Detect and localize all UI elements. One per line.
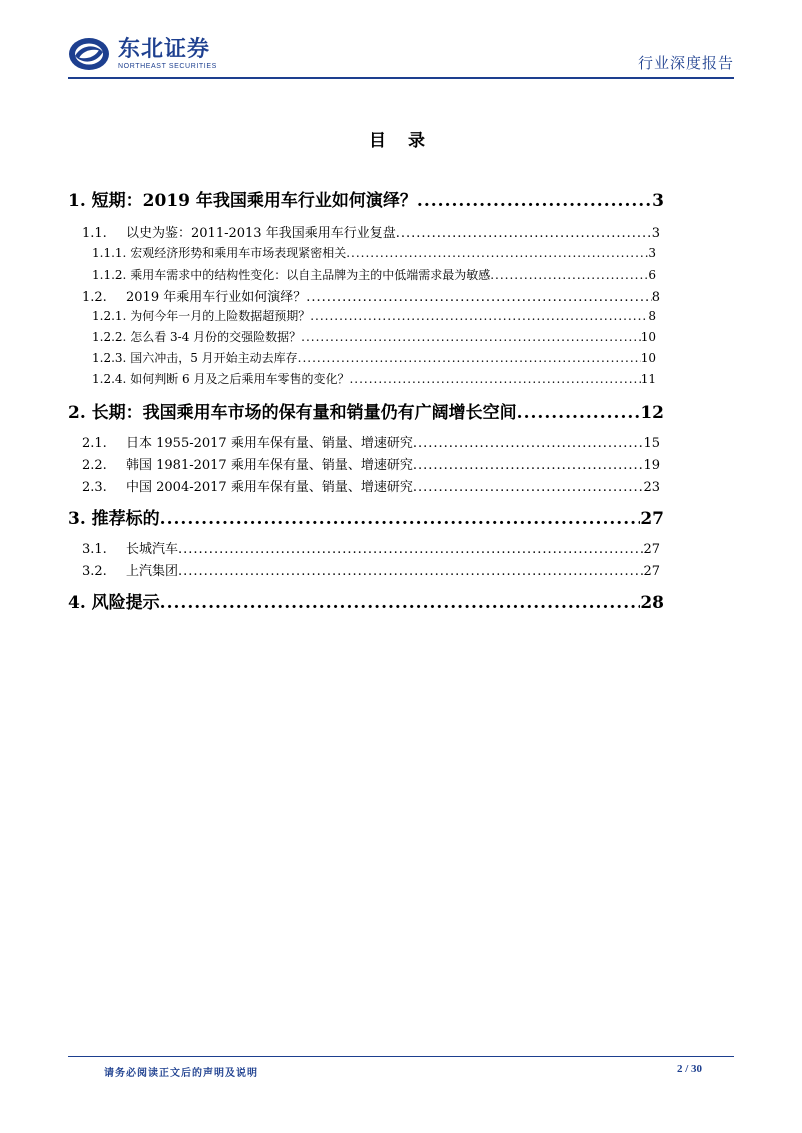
toc-entry-number: 1.1. [82,226,107,241]
toc-entry-3-2[interactable] [82,560,660,579]
toc-entry-page: 23 [643,480,660,495]
toc-entry-2-3[interactable] [82,476,660,495]
toc-entry-page: 12 [640,403,664,423]
toc-entry-title: 为何今年一月的上险数据超预期？ [130,309,311,323]
toc-entry-number: 1.2.3. [92,351,127,365]
toc-entry-number: 1.2.2. [92,330,127,344]
toc-entry-page: 6 [648,268,656,282]
toc-leader-dots [160,509,641,529]
toc-entry-number: 3. [68,509,86,529]
toc-entry-page: 27 [643,542,660,557]
toc-entry-title: 韩国 1981-2017 乘用车保有量、销量、增速研究 [126,458,413,473]
toc-entry-number: 3.1. [82,542,107,557]
toc-leader-dots [396,226,652,241]
toc-entry-page: 3 [652,191,664,211]
northeast-securities-logo-icon [68,36,112,72]
toc-entry-title: 长城汽车 [126,542,179,557]
toc-leader-dots [301,330,641,344]
toc-entry-number: 1.1.2. [92,268,127,282]
toc-entry-page: 8 [651,290,660,305]
toc-entry-2-2[interactable] [82,454,660,473]
toc-entry-1-2-2[interactable] [92,328,656,345]
toc-entry-1[interactable] [68,186,664,211]
toc-entry-page: 27 [643,564,660,579]
toc-entry-page: 10 [640,330,656,344]
toc-entry-2[interactable] [68,398,664,423]
toc-entry-title: 乘用车需求中的结构性变化：以自主品牌为主的中低端需求最为敏感 [130,268,491,282]
toc-entry-4[interactable] [68,588,664,613]
footer-disclaimer: 请务必阅读正文后的声明及说明 [104,1068,258,1079]
page-header [68,34,734,78]
toc-leader-dots [178,564,643,579]
toc-entry-page: 3 [651,226,660,241]
toc-leader-dots [346,246,648,260]
logo-chinese-name: 东北证券 [118,36,211,62]
company-logo [68,36,217,72]
toc-leader-dots [178,542,643,557]
toc-leader-dots [349,372,640,386]
toc-entry-title: 短期：2019 年我国乘用车行业如何演绎？ [91,191,417,211]
report-type-label: 行业深度报告 [637,54,734,72]
toc-entry-number: 4. [68,593,86,613]
toc-entry-page: 3 [648,246,656,260]
toc-entry-page: 8 [648,309,656,323]
toc-entry-title: 以史为鉴：2011-2013 年我国乘用车行业复盘 [126,226,396,241]
toc-entry-title: 2019 年乘用车行业如何演绎？ [126,290,307,305]
toc-entry-1-2[interactable] [82,286,660,305]
toc-entry-page: 10 [640,351,656,365]
toc-entry-title: 上汽集团 [126,564,179,579]
toc-leader-dots [160,593,641,613]
toc-entry-page: 28 [640,593,664,613]
toc-entry-title: 中国 2004-2017 乘用车保有量、销量、增速研究 [126,480,413,495]
toc-entry-1-2-3[interactable] [92,349,656,366]
toc-entry-number: 2.1. [82,436,107,451]
logo-english-name: NORTHEAST SECURITIES [118,62,217,70]
toc-entry-1-1-2[interactable] [92,266,656,283]
toc-entry-3-1[interactable] [82,538,660,557]
toc-leader-dots [517,403,641,423]
toc-entry-title: 长期：我国乘用车市场的保有量和销量仍有广阔增长空间 [91,403,517,423]
footer-divider [68,1056,734,1057]
toc-leader-dots [490,268,648,282]
toc-entry-number: 1.2. [82,290,107,305]
toc-leader-dots [417,191,652,211]
toc-entry-page: 15 [643,436,660,451]
toc-entry-number: 2.2. [82,458,107,473]
toc-entry-1-1[interactable] [82,222,660,241]
toc-entry-title: 宏观经济形势和乘用车市场表现紧密相关 [130,246,347,260]
toc-leader-dots [413,480,644,495]
toc-entry-1-1-1[interactable] [92,244,656,261]
toc-entry-number: 1.2.4. [92,372,127,386]
toc-entry-title: 如何判断 6 月及之后乘用车零售的变化？ [130,372,350,386]
page-number: 2 / 30 [676,1063,702,1075]
toc-entry-number: 2.3. [82,480,107,495]
toc-leader-dots [413,458,644,473]
toc-entry-2-1[interactable] [82,432,660,451]
toc-entry-number: 1.1.1. [92,246,127,260]
toc-entry-number: 2. [68,403,86,423]
toc-entry-page: 11 [640,372,656,386]
toc-entry-1-2-4[interactable] [92,370,656,387]
toc-entry-title: 风险提示 [91,593,160,613]
toc-entry-number: 1. [68,191,86,211]
header-divider [68,77,734,79]
toc-entry-3[interactable] [68,504,664,529]
toc-entry-title: 日本 1955-2017 乘用车保有量、销量、增速研究 [126,436,413,451]
toc-entry-title: 怎么看 3-4 月份的交强险数据？ [130,330,302,344]
toc-entry-page: 19 [643,458,660,473]
toc-entry-page: 27 [640,509,664,529]
toc-leader-dots [310,309,648,323]
toc-leader-dots [298,351,641,365]
toc-entry-1-2-1[interactable] [92,307,656,324]
toc-title: 目 录 [369,131,433,151]
toc-entry-title: 推荐标的 [91,509,160,529]
toc-entry-number: 1.2.1. [92,309,127,323]
toc-entry-number: 3.2. [82,564,107,579]
toc-leader-dots [306,290,652,305]
toc-entry-title: 国六冲击，5 月开始主动去库存 [130,351,298,365]
toc-leader-dots [413,436,644,451]
